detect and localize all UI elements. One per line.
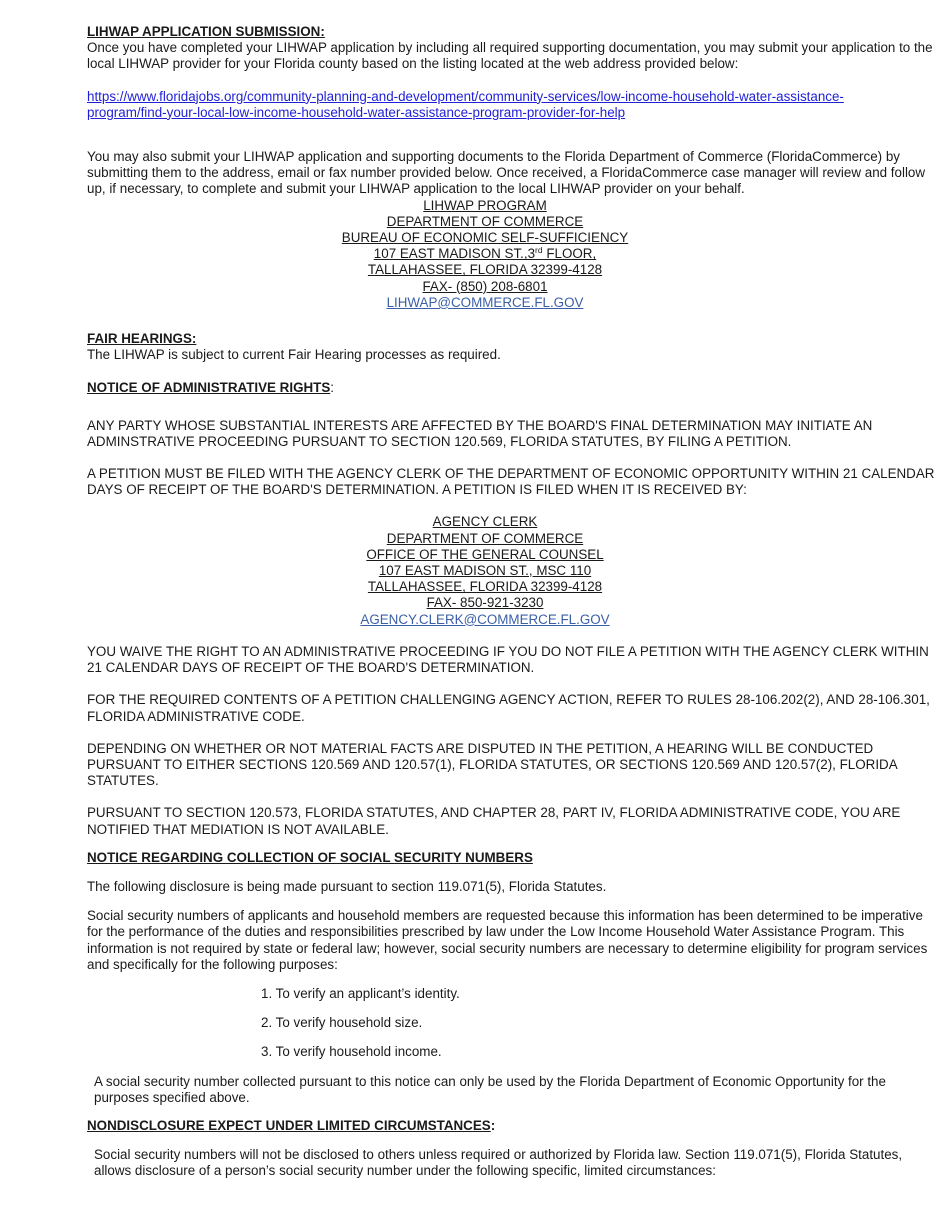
- ssn-purpose-list: [261, 986, 937, 1061]
- program-fax: FAX- (850) 208-6801: [422, 278, 548, 294]
- list-item: 3. To verify household income.: [261, 1044, 442, 1060]
- clerk-address-line5: TALLAHASSEE, FLORIDA 32399-4128: [367, 579, 603, 595]
- clerk-address-line2: DEPARTMENT OF COMMERCE: [386, 530, 584, 546]
- clerk-address-line3: OFFICE OF THE GENERAL COUNSEL: [366, 546, 604, 562]
- rights-paragraph-5: DEPENDING ON WHETHER OR NOT MATERIAL FACTS ARE DISPUTED IN THE PETITION, A HEARING WILL BE CONDUCTED PURSUANT TO EITHER SECTIONS 120.569 AND 120.57(1), FLORIDA STATUTES, OR SECTIONS 120.569 AND 120.57(2), FLORIDA STATUTES.: [87, 740, 897, 789]
- fair-hearings-heading: FAIR HEARINGS:: [87, 331, 197, 347]
- clerk-email-link[interactable]: AGENCY.CLERK@COMMERCE.FL.GOV: [360, 611, 610, 627]
- rights-paragraph-4: FOR THE REQUIRED CONTENTS OF A PETITION CHALLENGING AGENCY ACTION, REFER TO RULES 28-106.202(2), AND 28-106.301, FLORIDA ADMINISTRATIVE CODE.: [87, 692, 930, 724]
- fair-hearings-text: The LIHWAP is subject to current Fair Hearing processes as required.: [87, 347, 501, 363]
- clerk-address-block: [87, 514, 883, 627]
- submission-alt-text: You may also submit your LIHWAP application and supporting documents to the Florida Department of Commerce (FloridaCommerce) by submitting them to the address, email or fax number provided below. Once received, a FloridaCommerce case manager will review and follow up, if necessary, to complete and submit your LIHWAP application to the local LIHWAP provider on your behalf.: [87, 149, 926, 197]
- program-email-link[interactable]: LIHWAP@COMMERCE.FL.GOV: [386, 294, 584, 310]
- rights-paragraph-6: PURSUANT TO SECTION 120.573, FLORIDA STATUTES, AND CHAPTER 28, PART IV, FLORIDA ADMINISTRATIVE CODE, YOU ARE NOTIFIED THAT MEDIATION IS NOT AVAILABLE.: [87, 805, 901, 837]
- clerk-address-line1: AGENCY CLERK: [432, 514, 538, 530]
- program-address-line2: DEPARTMENT OF COMMERCE: [386, 213, 584, 229]
- clerk-address-line4: 107 EAST MADISON ST., MSC 110: [378, 563, 592, 579]
- ssn-paragraph-3: A social security number collected pursuant to this notice can only be used by the Florida Department of Economic Opportunity for the purposes specified above.: [94, 1073, 886, 1105]
- provider-link-line2[interactable]: program/find-your-local-low-income-household-water-assistance-program-provider-for-help: [87, 104, 626, 120]
- list-item: 2. To verify household size.: [261, 1015, 423, 1031]
- ssn-paragraph-1: The following disclosure is being made pursuant to section 119.071(5), Florida Statutes.: [87, 878, 607, 894]
- rights-heading: NOTICE OF ADMINISTRATIVE RIGHTS:: [87, 380, 334, 396]
- program-address-line4: 107 EAST MADISON ST.,3rd FLOOR,: [373, 245, 597, 262]
- nondisclosure-paragraph: Social security numbers will not be disclosed to others unless required or authorized by Florida law. Section 119.071(5), Florida Statutes, allows disclosure of a person’s social security number under the following specific, limited circumstances:: [94, 1147, 903, 1179]
- submission-heading: LIHWAP APPLICATION SUBMISSION:: [87, 24, 325, 39]
- ssn-paragraph-2: Social security numbers of applicants and household members are requested because this information has been determined to be imperative for the performance of the duties and responsibilities prescribed by law under the Low Income Household Water Assistance Program. This information is not required by state or federal law; however, social security numbers are necessary to determine eligibility for program services and specifically for the following purposes:: [87, 908, 928, 972]
- rights-paragraph-2: A PETITION MUST BE FILED WITH THE AGENCY CLERK OF THE DEPARTMENT OF ECONOMIC OPPORTUNITY WITHIN 21 CALENDAR DAYS OF RECEIPT OF THE BOARD'S DETERMINATION. A PETITION IS FILED WHEN IT IS RECEIVED BY:: [87, 466, 935, 498]
- program-address-line1: LIHWAP PROGRAM: [423, 197, 547, 213]
- list-item: 1. To verify an applicant’s identity.: [261, 985, 460, 1001]
- rights-paragraph-1: ANY PARTY WHOSE SUBSTANTIAL INTERESTS ARE AFFECTED BY THE BOARD'S FINAL DETERMINATION MAY INITIATE AN ADMINSTRATIVE PROCEEDING PURSUANT TO SECTION 120.569, FLORIDA STATUTES, BY FILING A PETITION.: [87, 417, 873, 449]
- ssn-heading: NOTICE REGARDING COLLECTION OF SOCIAL SECURITY NUMBERS: [87, 849, 533, 865]
- submission-intro: Once you have completed your LIHWAP application by including all required supporting documentation, you may submit your application to the local LIHWAP provider for your Florida county based on the listing located at the web address provided below:: [87, 40, 933, 72]
- provider-link[interactable]: [87, 89, 937, 121]
- nondisclosure-heading: NONDISCLOSURE EXPECT UNDER LIMITED CIRCUMSTANCES:: [87, 1117, 496, 1133]
- program-address-line5: TALLAHASSEE, FLORIDA 32399-4128: [367, 262, 603, 278]
- program-address-block: [87, 198, 883, 311]
- provider-link-line1[interactable]: https://www.floridajobs.org/community-planning-and-development/community-services/low-income-household-water-assistance-: [87, 88, 844, 104]
- program-address-line3: BUREAU OF ECONOMIC SELF-SUFFICIENCY: [341, 230, 629, 246]
- rights-paragraph-3: YOU WAIVE THE RIGHT TO AN ADMINISTRATIVE PROCEEDING IF YOU DO NOT FILE A PETITION WITH THE AGENCY CLERK WITHIN 21 CALENDAR DAYS OF RECEIPT OF THE BOARD'S DETERMINATION.: [87, 643, 929, 676]
- document-page: [87, 23, 937, 1180]
- clerk-fax: FAX- 850-921-3230: [426, 595, 544, 611]
